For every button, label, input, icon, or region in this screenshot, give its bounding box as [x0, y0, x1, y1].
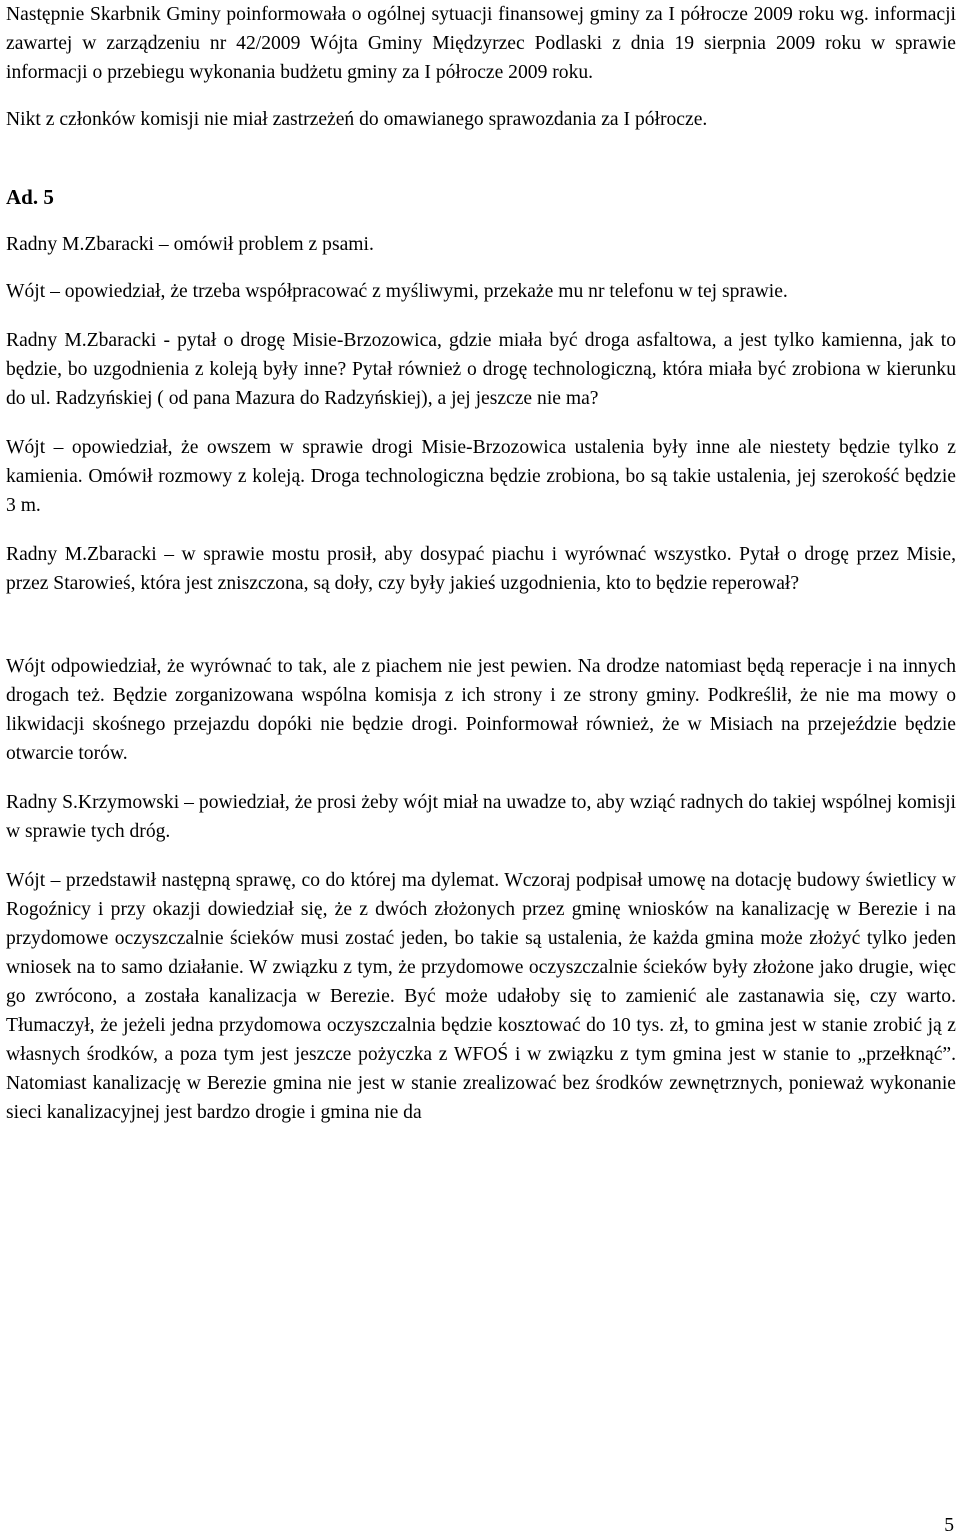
section-heading: Ad. 5: [6, 185, 54, 209]
paragraph-commission-request: Radny S.Krzymowski – powiedział, że prosi żeby wójt miał na uwadze to, aby wziąć radnych do takiej wspólnej komisji w sprawie tych dróg.: [6, 792, 956, 842]
paragraph-no-objections: Nikt z członków komisji nie miał zastrzeżeń do omawianego sprawozdania za I półrocze.: [6, 109, 708, 130]
paragraph-repairs-reply: Wójt odpowiedział, że wyrównać to tak, ale z piachem nie jest pewien. Na drodze natomiast będą reperacje i na innych drogach też. Będzie zorganizowana wspólna komisja z ich strony i ze strony gminy. Podkreślił, że nie ma mowy o likwidacji skośnego przejazdu dopóki nie będzie drogi. Poinformował również, że w Misiach na przejeździe będzie otwarcie torów.: [6, 656, 956, 764]
paragraph-dogs-problem: Radny M.Zbaracki – omówił problem z psami.: [6, 234, 374, 255]
paragraph-road-reply: Wójt – opowiedział, że owszem w sprawie drogi Misie-Brzozowica ustalenia były inne ale niestety będzie tylko z kamienia. Omówił rozmowy z koleją. Droga technologiczna będzie zrobiona, bo są takie ustalenia, jej szerokość będzie 3 m.: [6, 437, 956, 516]
document-page: [6, 0, 956, 1127]
paragraph-bridge-question: Radny M.Zbaracki – w sprawie mostu prosił, aby dosypać piachu i wyrównać wszystko. Pytał o drogę przez Misie, przez Starowieś, która jest zniszczona, są doły, czy były jakieś uzgodnienia, kto to będzie reperował?: [6, 544, 956, 594]
page-number: 5: [944, 1515, 954, 1536]
paragraph-hunters-reply: Wójt – opowiedział, że trzeba współpracować z myśliwymi, przekaże mu nr telefonu w tej sprawie.: [6, 281, 788, 302]
paragraph-treasurer-report: Następnie Skarbnik Gminy poinformowała o ogólnej sytuacji finansowej gminy za I półrocze 2009 roku wg. informacji zawartej w zarządzeniu nr 42/2009 Wójta Gminy Międzyrzec Podlaski z dnia 19 sierpnia 2009 roku w sprawie informacji o przebiegu wykonania budżetu gminy za I półrocze 2009 roku.: [6, 4, 956, 83]
paragraph-road-question: Radny M.Zbaracki - pytał o drogę Misie-Brzozowica, gdzie miała być droga asfaltowa, a jest tylko kamienna, jak to będzie, bo uzgodnienia z koleją były inne? Pytał również o drogę technologiczną, która miała być zrobiona w kierunku do ul. Radzyńskiej ( od pana Mazura do Radzyńskiej), a jej jeszcze nie ma?: [6, 330, 956, 409]
paragraph-sewage-dilemma: Wójt – przedstawił następną sprawę, co do której ma dylemat. Wczoraj podpisał umowę na dotację budowy świetlicy w Rogoźnicy i przy okazji dowiedział się, że z dwóch złożonych przez gminę wniosków na kanalizację w Berezie i na przydomowe oczyszczalnie ścieków musi zostać jeden, bo takie są ustalenia, że każda gmina może złożyć tylko jeden wniosek na to samo działanie. W związku z tym, że przydomowe oczyszczalnie ścieków były złożone jako drugie, więc go zwrócono, a została kanalizacja w Berezie. Być może udałoby się to zamienić ale zastanawia się, czy warto. Tłumaczył, że jeżeli jedna przydomowa oczyszczalnia będzie kosztować do 10 tys. zł, to gmina jest w stanie zrobić ją z własnych środków, a poza tym jest jeszcze pożyczka z WFOŚ i w związku z tym gmina jest w stanie to „przełknąć”. Natomiast kanalizację w Berezie gmina nie jest w stanie zrealizować bez środków zewnętrznych, ponieważ wykonanie sieci kanalizacyjnej jest bardzo drogie i gmina nie da: [6, 870, 956, 1123]
